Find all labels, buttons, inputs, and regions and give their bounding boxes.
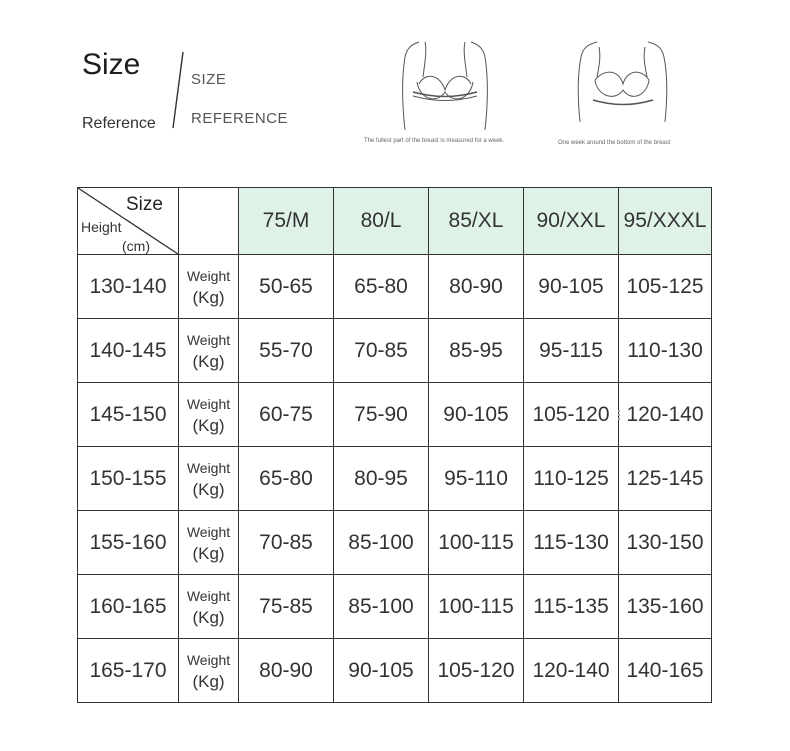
height-range-cell: 160-165 <box>78 575 179 639</box>
corner-blank-cell <box>179 188 239 255</box>
divider-slash <box>170 50 186 130</box>
column-header: 75/M <box>239 188 334 255</box>
table-row <box>78 447 712 511</box>
bust-measurement-caption: The fullest part of the breast is measured for a week. <box>364 138 505 144</box>
weight-label: Weight <box>186 459 231 476</box>
weight-range-cell: 85-100 <box>334 575 429 639</box>
weight-range-cell: 95-115 <box>524 319 619 383</box>
weight-range-cell: 110-125 <box>524 447 619 511</box>
table-row <box>78 383 712 447</box>
weight-range-cell: 105-120 <box>429 639 524 703</box>
weight-range-cell: 120-140 <box>619 383 712 447</box>
label-reference: REFERENCE <box>191 110 289 127</box>
weight-range-cell: 90-105 <box>524 255 619 319</box>
corner-size-label: Size <box>126 194 163 215</box>
corner-cell <box>78 188 179 255</box>
height-range-cell: 140-145 <box>78 319 179 383</box>
table-row <box>78 511 712 575</box>
weight-range-cell: 80-90 <box>429 255 524 319</box>
weight-label-cell <box>179 319 239 383</box>
height-range-cell: 145-150 <box>78 383 179 447</box>
column-header: 95/XXXL <box>619 188 712 255</box>
weight-label-cell <box>179 383 239 447</box>
weight-range-cell: 60-75 <box>239 383 334 447</box>
cell-marker <box>618 410 622 420</box>
height-range-cell: 165-170 <box>78 639 179 703</box>
weight-range-cell: 100-115 <box>429 511 524 575</box>
weight-label: Weight <box>186 523 231 540</box>
weight-range-cell: 75-85 <box>239 575 334 639</box>
weight-range-cell: 55-70 <box>239 319 334 383</box>
column-header: 80/L <box>334 188 429 255</box>
weight-unit: (Kg) <box>192 607 225 627</box>
weight-label: Weight <box>186 267 231 284</box>
weight-range-cell: 135-160 <box>619 575 712 639</box>
weight-label-cell <box>179 639 239 703</box>
weight-range-cell: 115-135 <box>524 575 619 639</box>
column-header: 90/XXL <box>524 188 619 255</box>
title-reference: Reference <box>82 115 156 132</box>
weight-range-cell: 75-90 <box>334 383 429 447</box>
weight-range-cell: 90-105 <box>429 383 524 447</box>
table-row <box>78 255 712 319</box>
weight-label-cell <box>179 511 239 575</box>
weight-unit: (Kg) <box>192 479 225 499</box>
weight-range-cell: 100-115 <box>429 575 524 639</box>
weight-range-cell: 85-100 <box>334 511 429 575</box>
weight-label: Weight <box>186 395 231 412</box>
table-row <box>78 639 712 703</box>
weight-label-cell <box>179 575 239 639</box>
weight-label: Weight <box>186 587 231 604</box>
weight-range-cell: 80-90 <box>239 639 334 703</box>
weight-label-cell <box>179 447 239 511</box>
title-size: Size <box>82 48 141 81</box>
weight-range-cell: 70-85 <box>334 319 429 383</box>
weight-range-cell: 85-95 <box>429 319 524 383</box>
weight-range-cell: 70-85 <box>239 511 334 575</box>
table-header-row <box>78 188 712 255</box>
height-range-cell: 130-140 <box>78 255 179 319</box>
weight-label: Weight <box>186 331 231 348</box>
corner-unit-label: (cm) <box>122 238 150 254</box>
height-range-cell: 155-160 <box>78 511 179 575</box>
weight-unit: (Kg) <box>192 543 225 563</box>
weight-range-cell: 65-80 <box>239 447 334 511</box>
weight-range-cell: 115-130 <box>524 511 619 575</box>
label-size: SIZE <box>191 71 227 88</box>
weight-unit: (Kg) <box>192 351 225 371</box>
underbust-measurement-caption: One week around the bottom of the breast <box>558 140 671 146</box>
weight-range-cell: 120-140 <box>524 639 619 703</box>
column-header: 85/XL <box>429 188 524 255</box>
weight-range-cell: 65-80 <box>334 255 429 319</box>
weight-range-cell: 95-110 <box>429 447 524 511</box>
weight-label-cell <box>179 255 239 319</box>
weight-range-cell: 140-165 <box>619 639 712 703</box>
height-range-cell: 150-155 <box>78 447 179 511</box>
weight-range-cell: 105-120 <box>524 383 619 447</box>
underbust-measurement-figure-icon <box>575 22 675 132</box>
weight-range-cell: 105-125 <box>619 255 712 319</box>
weight-range-cell: 50-65 <box>239 255 334 319</box>
size-chart-table <box>77 187 712 703</box>
weight-range-cell: 90-105 <box>334 639 429 703</box>
weight-range-cell: 110-130 <box>619 319 712 383</box>
weight-range-cell: 80-95 <box>334 447 429 511</box>
weight-unit: (Kg) <box>192 671 225 691</box>
bust-measurement-figure-icon <box>395 22 495 132</box>
weight-range-cell: 125-145 <box>619 447 712 511</box>
weight-range-cell: 130-150 <box>619 511 712 575</box>
weight-label: Weight <box>186 651 231 668</box>
table-row <box>78 319 712 383</box>
weight-unit: (Kg) <box>192 415 225 435</box>
weight-unit: (Kg) <box>192 287 225 307</box>
table-row <box>78 575 712 639</box>
corner-height-label: Height <box>81 219 122 235</box>
